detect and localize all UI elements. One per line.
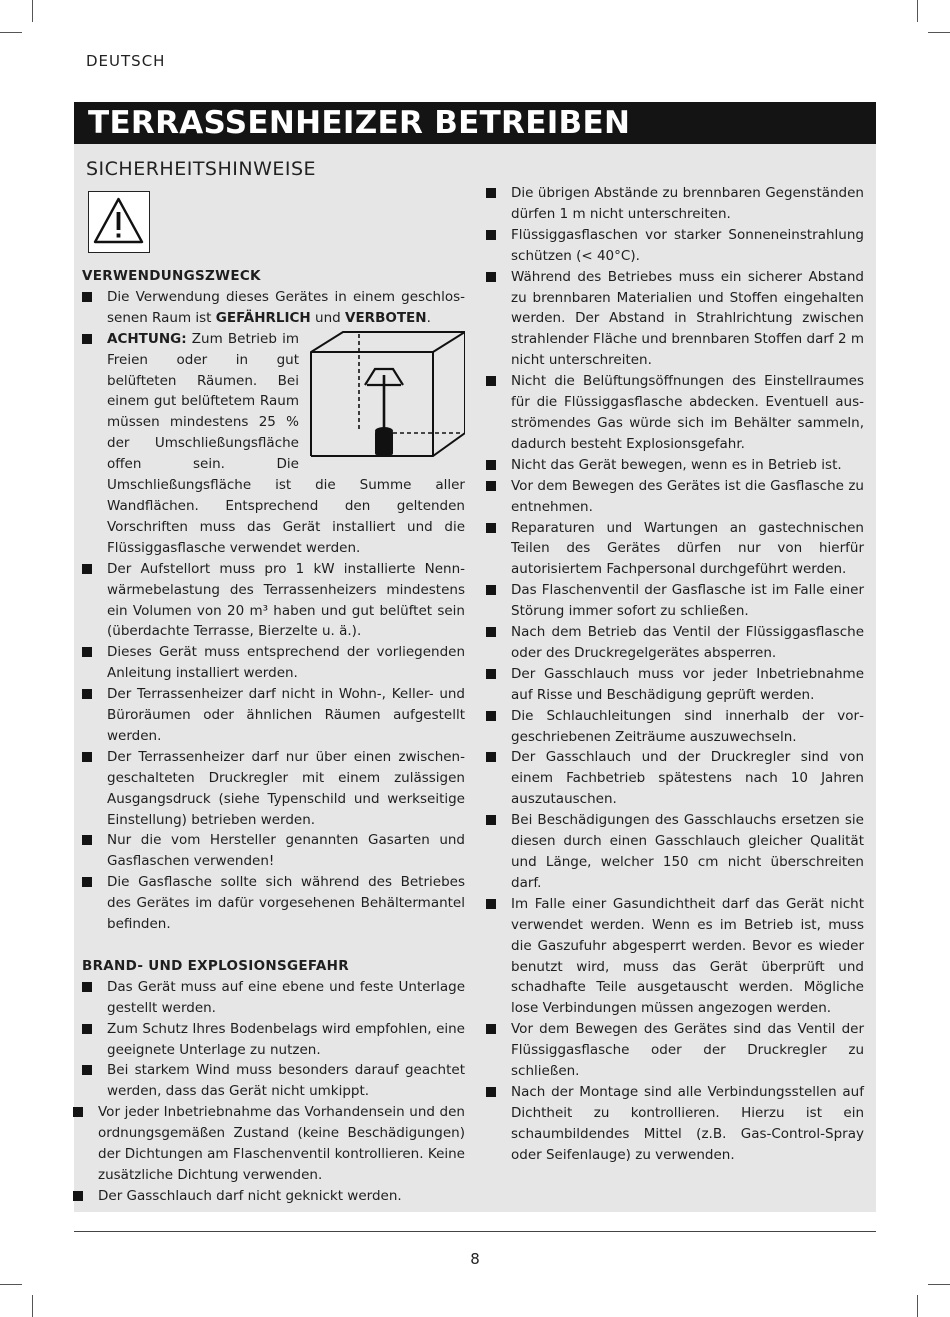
warning-triangle-icon [88, 191, 150, 253]
crop-mark [0, 1284, 22, 1285]
left-column [82, 266, 465, 1207]
list-item: Nicht das Gerät bewegen, wenn es in Betrieb ist. [486, 455, 864, 476]
list-item: Flüssiggasflaschen vor starker Sonneneinstrahlung schützen (< 40°C). [486, 225, 864, 267]
list-item: Der Aufstellort muss pro 1 kW installierte Nennwärmebelastung des Terrassenheizers mindestens ein Volumen von 20 m³ haben und gut belüftet sein (überdachte Terrasse, Bierzelte u. ä.). [82, 559, 465, 643]
page-title: TERRASSENHEIZER BETREIBEN [74, 102, 876, 144]
crop-mark [32, 0, 33, 22]
footer-divider [74, 1231, 876, 1232]
spacer [82, 935, 465, 956]
list-item: Die Verwendung dieses Gerätes in einem geschlossenen Raum ist GEFÄHRLICH und VERBOTEN. [82, 287, 465, 329]
list-item: Das Flaschenventil der Gasflasche ist im Falle einer Störung immer sofort zu schließen. [486, 580, 864, 622]
list-item: Nach der Montage sind alle Verbindungsstellen auf Dichtheit zu kontrollieren. Hierzu ist ein schaumbildendes Mittel (z.B. Gas-Control-Spray oder Seifenlauge) zu verwenden. [486, 1082, 864, 1166]
list-item: Im Falle einer Gasundichtheit darf das Gerät nicht verwendet werden. Wenn es im Betrieb ist, muss die Gaszufuhr abgesperrt werden. Bevor es wieder benutzt wird, muss das Gerät überprüft und schadhafte Teile ausgetauscht werden. Mögliche lose Verbindungen müssen angezogen werden. [486, 894, 864, 1019]
list-item: Die Gasflasche sollte sich während des Betriebes des Gerätes im dafür vorgesehenen Behältermantel befinden. [82, 872, 465, 935]
page-number: 8 [470, 1250, 480, 1268]
patio-heater-in-room-figure [305, 329, 465, 465]
list-item: Zum Schutz Ihres Bodenbelags wird empfohlen, eine geeignete Unterlage zu nutzen. [82, 1019, 465, 1061]
list-item: Die übrigen Abstände zu brennbaren Gegenständen dürfen 1 m nicht unterschreiten. [486, 183, 864, 225]
crop-mark [917, 1295, 918, 1317]
list-item: Vor dem Bewegen des Gerätes sind das Ventil der Flüssiggasflasche oder der Druckregler zu schließen. [486, 1019, 864, 1082]
list-item: Das Gerät muss auf eine ebene und feste Unterlage gestellt werden. [82, 977, 465, 1019]
list-item: Während des Betriebes muss ein sicherer Abstand zu brennbaren Materialien und Stoffen eingehalten werden. Der Abstand in Strahlrichtung zwischen strahlender Fläche und brennbaren Stoffen darf 2 m nicht unterschreiten. [486, 267, 864, 372]
list-item: Nicht die Belüftungsöffnungen des Einstellraumes für die Flüssiggasflasche abdecken. Eventuell ausströmendes Gas würde sich im Behälter sammeln, dadurch besteht Explosionsgefahr. [486, 371, 864, 455]
list-item: Vor jeder Inbetriebnahme das Vorhandensein und den ordnungsgemäßen Zustand (keine Beschädigungen) der Dichtungen am Flaschenventil kontrollieren. Keine zusätzliche Dichtung verwenden. [73, 1102, 465, 1186]
section-subtitle: SICHERHEITSHINWEISE [86, 158, 317, 180]
crop-mark [928, 32, 950, 33]
right-column [486, 183, 864, 1166]
list-item: ACHTUNG: Zum Betrieb im Freien oder in gut belüfteten Räumen. Bei einem gut belüftetem Raum müssen mindestens 25 % der Umschließungsfläche offen sein. Die Umschließungsfläche ist die Summe aller Wandflächen. Entsprechend den geltenden Vorschriften muss das Gerät installiert und die Flüssiggasflasche verwendet werden. [82, 329, 465, 559]
language-label: DEUTSCH [86, 52, 166, 70]
list-item: Der Gasschlauch muss vor jeder Inbetriebnahme auf Risse und Beschädigung geprüft werden. [486, 664, 864, 706]
crop-mark [0, 32, 22, 33]
crop-mark [32, 1295, 33, 1317]
list-item: Nach dem Betrieb das Ventil der Flüssiggasflasche oder des Druckregelgerätes absperren. [486, 622, 864, 664]
crop-mark [928, 1284, 950, 1285]
crop-mark [917, 0, 918, 22]
list-item: Bei starkem Wind muss besonders darauf geachtet werden, dass das Gerät nicht umkippt. [82, 1060, 465, 1102]
list-item: Vor dem Bewegen des Gerätes ist die Gasflasche zu entnehmen. [486, 476, 864, 518]
list-item: Der Terrassenheizer darf nur über einen zwischengeschalteten Druckregler mit einem zulässigen Ausgangsdruck (siehe Typenschild und werkseitige Einstellung) betrieben werden. [82, 747, 465, 831]
list-item: Reparaturen und Wartungen an gastechnischen Teilen des Gerätes dürfen nur von hierfür autorisiertem Fachpersonal durchgeführt werden. [486, 518, 864, 581]
list-item: Dieses Gerät muss entsprechend der vorliegenden Anleitung installiert werden. [82, 642, 465, 684]
section-heading-fire: BRAND- UND EXPLOSIONSGEFAHR [82, 957, 349, 974]
list-item: Die Schlauchleitungen sind innerhalb der vorgeschriebenen Zeiträume auszuwechseln. [486, 706, 864, 748]
list-item: Der Gasschlauch und der Druckregler sind von einem Fachbetrieb spätestens nach 10 Jahren auszutauschen. [486, 747, 864, 810]
list-item: Der Terrassenheizer darf nicht in Wohn-, Keller- und Büroräumen oder ähnlichen Räumen aufgestellt werden. [82, 684, 465, 747]
list-item: Bei Beschädigungen des Gasschlauchs ersetzen sie diesen durch einen Gasschlauch gleicher Qualität und Länge, welcher 150 cm nicht überschreiten darf. [486, 810, 864, 894]
list-item: Der Gasschlauch darf nicht geknickt werden. [73, 1186, 465, 1207]
section-heading-purpose: VERWENDUNGSZWECK [82, 268, 261, 284]
list-item: Nur die vom Hersteller genannten Gasarten und Gasflaschen verwenden! [82, 830, 465, 872]
